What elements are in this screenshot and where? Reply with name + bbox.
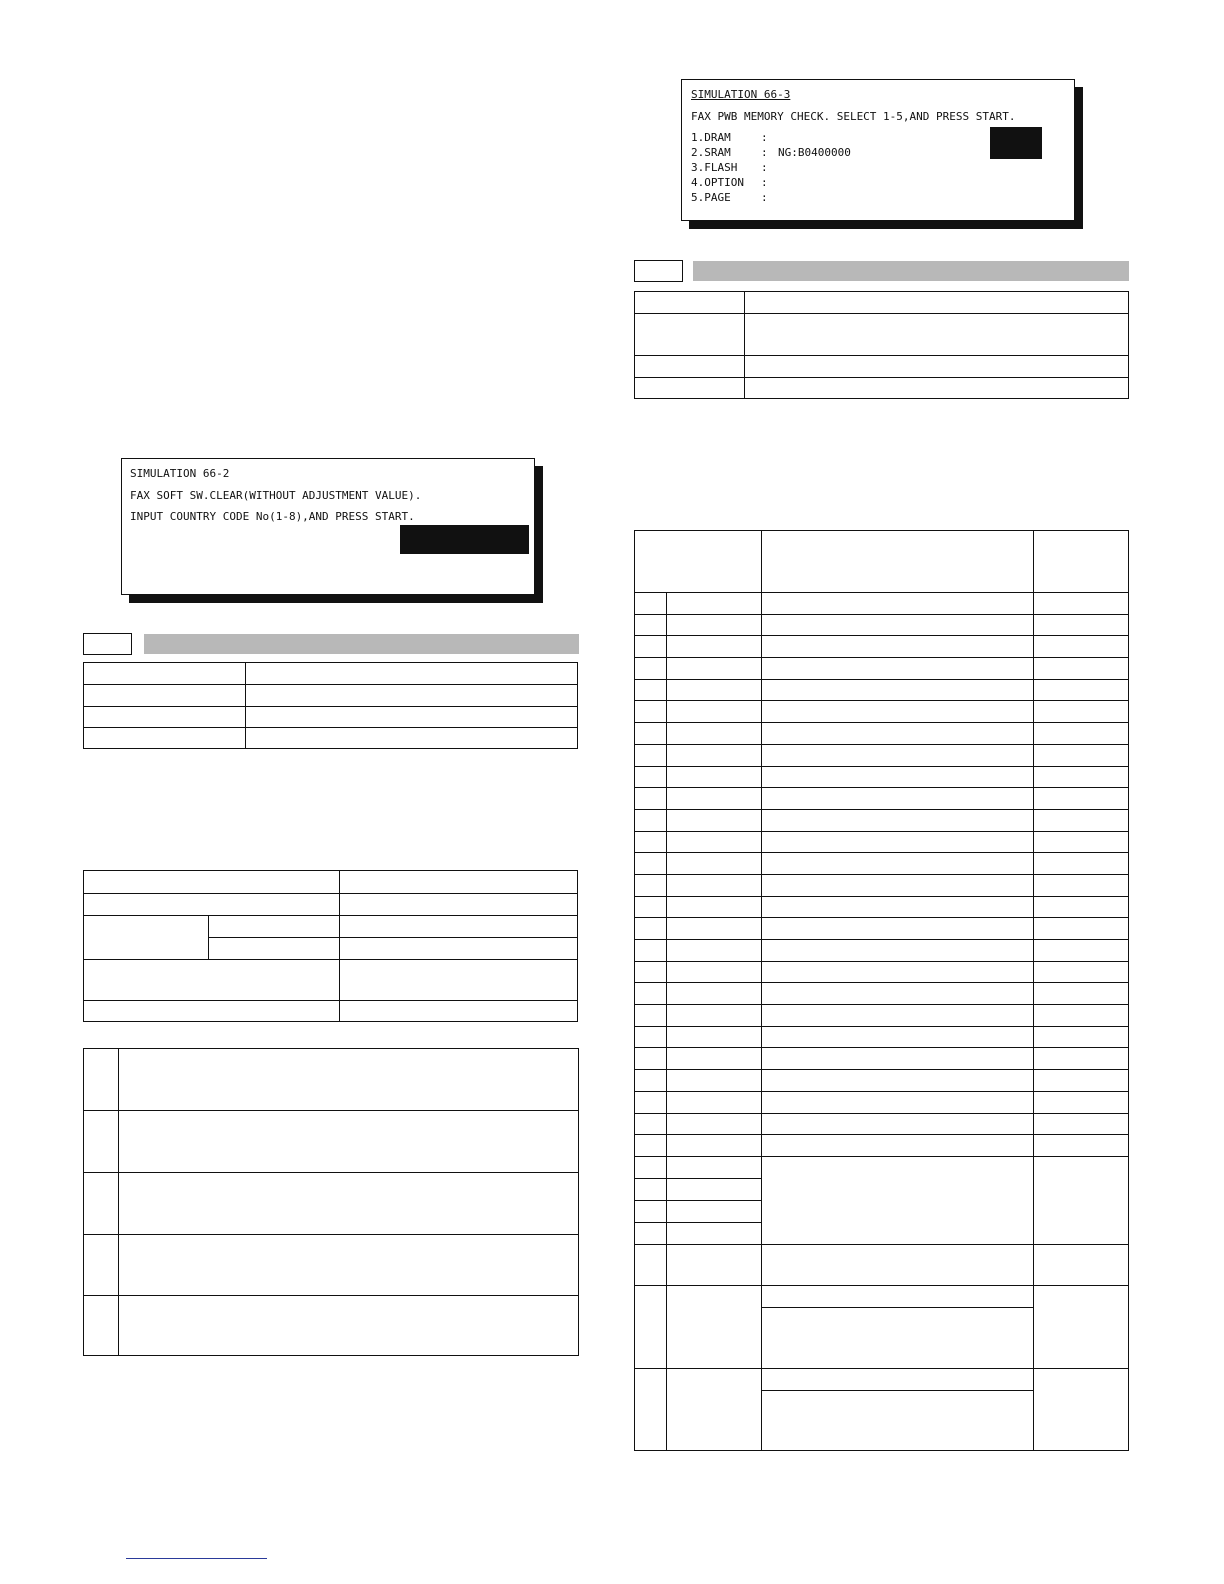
table-cell: [635, 1222, 667, 1244]
table-cell: [745, 378, 1129, 399]
table-cell: [635, 983, 667, 1005]
table-cell: [635, 1285, 667, 1368]
table-row: [635, 356, 1129, 378]
table-cell: [762, 679, 1034, 701]
table-cell: [1034, 658, 1129, 680]
table-cell: [667, 1178, 762, 1200]
table-cell: [84, 916, 209, 960]
memory-item-label: 5.PAGE: [691, 191, 731, 204]
table-cell: [635, 766, 667, 788]
table-cell: [635, 961, 667, 983]
table-cell: [667, 701, 762, 723]
table-cell: [667, 1026, 762, 1048]
table-cell: [667, 1005, 762, 1027]
table-row: [635, 723, 1129, 745]
table-cell: [84, 707, 246, 728]
table-cell: [340, 894, 578, 916]
table-cell: [119, 1235, 579, 1296]
memory-item-label: 3.FLASH: [691, 161, 738, 174]
table-cell: [667, 1113, 762, 1135]
table-cell: [635, 896, 667, 918]
table-cell: [119, 1173, 579, 1235]
table-row: [84, 871, 578, 894]
table-row: [84, 728, 578, 749]
table-cell: [667, 809, 762, 831]
table-cell: [762, 1026, 1034, 1048]
table-cell: [762, 831, 1034, 853]
table-cell: [762, 1005, 1034, 1027]
table-cell: [635, 1113, 667, 1135]
sim66-3-screen: [681, 79, 1075, 221]
table-cell: [119, 1111, 579, 1173]
left-section-tab-bar: [144, 634, 579, 654]
table-row: [635, 314, 1129, 356]
table-cell: [1034, 831, 1129, 853]
table-cell: [762, 701, 1034, 723]
table-cell: [1034, 1156, 1129, 1244]
table-row: [635, 766, 1129, 788]
table-cell: [745, 356, 1129, 378]
table-row: [635, 918, 1129, 940]
table-cell: [635, 701, 667, 723]
table-cell: [1034, 1026, 1129, 1048]
memory-item-sep: :: [761, 146, 768, 159]
table-row: [635, 809, 1129, 831]
table-cell: [246, 685, 578, 707]
table-cell: [340, 871, 578, 894]
table-cell: [762, 636, 1034, 658]
table-cell: [635, 593, 667, 615]
table-cell: [667, 940, 762, 962]
table-cell: [745, 292, 1129, 314]
table-cell: [84, 871, 340, 894]
table-cell: [84, 1001, 340, 1022]
table-row: [635, 636, 1129, 658]
table-cell: [762, 1113, 1034, 1135]
table-cell: [1034, 1113, 1129, 1135]
table-cell: [635, 1135, 667, 1157]
table-cell: [635, 614, 667, 636]
table-cell: [1034, 723, 1129, 745]
table-cell: [1034, 896, 1129, 918]
table-cell: [667, 853, 762, 875]
table-cell: [762, 723, 1034, 745]
table-cell: [667, 1048, 762, 1070]
table-cell: [1034, 636, 1129, 658]
table-cell: [340, 960, 578, 1001]
table-cell: [1034, 1005, 1129, 1027]
table-cell: [762, 1091, 1034, 1113]
table-cell: [635, 1368, 667, 1450]
table-row: [635, 1156, 1129, 1178]
table-cell: [667, 723, 762, 745]
table-row: [84, 1235, 579, 1296]
table-cell: [762, 1368, 1034, 1390]
table-row: [84, 1296, 579, 1356]
table-cell: [762, 1285, 1034, 1307]
table-cell: [667, 961, 762, 983]
table-cell: [762, 1156, 1034, 1244]
table-cell: [635, 679, 667, 701]
table-cell: [762, 1135, 1034, 1157]
table-cell: [635, 356, 745, 378]
table-cell: [635, 1244, 667, 1285]
table-cell: [762, 896, 1034, 918]
table-cell: [209, 916, 340, 938]
error-code-table: [634, 530, 1129, 1451]
table-row: [84, 1049, 579, 1111]
table-cell: [762, 788, 1034, 810]
table-cell: [762, 593, 1034, 615]
table-cell: [635, 1091, 667, 1113]
table-row: [635, 614, 1129, 636]
table-cell: [635, 1156, 667, 1178]
table-cell: [667, 1156, 762, 1178]
table-row: [635, 788, 1129, 810]
sim66-2-screen: [121, 458, 535, 595]
table-row: [635, 874, 1129, 896]
table-cell: [1034, 1048, 1129, 1070]
table-cell: [635, 1026, 667, 1048]
table-row: [84, 960, 578, 1001]
table-cell: [340, 1001, 578, 1022]
table-cell: [635, 314, 745, 356]
table-cell: [84, 728, 246, 749]
table-cell: [667, 658, 762, 680]
table-row: [635, 1244, 1129, 1285]
table-row: [635, 679, 1129, 701]
table-row: [84, 663, 578, 685]
table-row: [635, 1368, 1129, 1390]
table-cell: [635, 1200, 667, 1222]
table-cell: [84, 1173, 119, 1235]
table-cell: [635, 723, 667, 745]
table-cell: [84, 1235, 119, 1296]
sim66-3-prompt: FAX PWB MEMORY CHECK. SELECT 1-5,AND PRESS START.: [691, 110, 1016, 123]
table-cell: [1034, 1135, 1129, 1157]
table-row: [635, 961, 1129, 983]
memory-item-value: NG:B0400000: [778, 146, 851, 159]
sim66-2-line1: FAX SOFT SW.CLEAR(WITHOUT ADJUSTMENT VALUE).: [130, 489, 422, 502]
memory-item-sep: :: [761, 161, 768, 174]
table-cell: [762, 766, 1034, 788]
table-row: [84, 916, 578, 938]
table-cell: [667, 1285, 762, 1368]
table-row: [635, 1091, 1129, 1113]
table-cell: [635, 809, 667, 831]
table-row: [635, 1135, 1129, 1157]
table-cell: [762, 853, 1034, 875]
table-cell: [1034, 593, 1129, 615]
table-row: [635, 853, 1129, 875]
table-cell: [84, 960, 340, 1001]
table-cell: [667, 1244, 762, 1285]
table-cell: [635, 940, 667, 962]
table-row: [84, 707, 578, 728]
sim66-2-input-block: [400, 525, 529, 554]
table-row: [635, 1285, 1129, 1307]
table-cell: [667, 983, 762, 1005]
table-cell: [635, 1070, 667, 1092]
right-section-tab-bar: [693, 261, 1129, 281]
sim66-2-item-table: [83, 662, 578, 749]
table-cell: [1034, 1244, 1129, 1285]
table-cell: [667, 1368, 762, 1450]
table-row: [635, 896, 1129, 918]
table-row: [635, 593, 1129, 615]
table-cell: [762, 744, 1034, 766]
table-cell: [209, 938, 340, 960]
table-cell: [762, 809, 1034, 831]
table-cell: [635, 1048, 667, 1070]
table-cell: [1034, 1091, 1129, 1113]
table-cell: [667, 918, 762, 940]
table-cell: [1034, 744, 1129, 766]
table-cell: [667, 614, 762, 636]
table-cell: [762, 940, 1034, 962]
table-cell: [635, 744, 667, 766]
table-row: [635, 983, 1129, 1005]
table-cell: [1034, 1285, 1129, 1368]
table-row: [635, 1070, 1129, 1092]
table-cell: [84, 663, 246, 685]
table-cell: [635, 1005, 667, 1027]
memory-item-label: 1.DRAM: [691, 131, 731, 144]
table-cell: [1034, 766, 1129, 788]
table-cell: [745, 314, 1129, 356]
table-cell: [667, 788, 762, 810]
right-section-tab-label: [634, 260, 683, 282]
table-cell: [1034, 940, 1129, 962]
table-cell: [1034, 961, 1129, 983]
table-cell: [340, 916, 578, 938]
table-cell: [84, 685, 246, 707]
sim66-3-cursor-block: [990, 127, 1042, 159]
table-cell: [667, 1200, 762, 1222]
table-cell: [667, 593, 762, 615]
table-cell: [762, 658, 1034, 680]
table-cell: [667, 1091, 762, 1113]
country-code-table: [83, 870, 578, 1022]
table-cell: [1034, 1070, 1129, 1092]
table-cell: [635, 636, 667, 658]
memory-item-label: 2.SRAM: [691, 146, 731, 159]
table-cell: [667, 744, 762, 766]
left-section-tab-label: [83, 633, 132, 655]
table-cell: [667, 896, 762, 918]
table-cell: [1034, 614, 1129, 636]
table-cell: [635, 292, 745, 314]
table-header-cell: [635, 531, 762, 593]
table-cell: [84, 1049, 119, 1111]
table-row: [635, 378, 1129, 399]
table-row: [635, 831, 1129, 853]
memory-item-sep: :: [761, 191, 768, 204]
table-row: [84, 1001, 578, 1022]
table-header-cell: [1034, 531, 1129, 593]
table-cell: [667, 874, 762, 896]
table-cell: [635, 853, 667, 875]
table-cell: [246, 663, 578, 685]
procedure-steps-table: [83, 1048, 579, 1356]
sim66-3-item-table: [634, 291, 1129, 399]
table-cell: [762, 1070, 1034, 1092]
table-cell: [1034, 853, 1129, 875]
table-cell: [119, 1049, 579, 1111]
table-cell: [667, 766, 762, 788]
table-cell: [667, 831, 762, 853]
table-cell: [340, 938, 578, 960]
table-cell: [762, 1390, 1034, 1450]
table-cell: [635, 658, 667, 680]
table-cell: [667, 636, 762, 658]
table-cell: [762, 1307, 1034, 1368]
sim66-3-title: SIMULATION 66-3: [691, 88, 791, 101]
table-cell: [1034, 809, 1129, 831]
sim66-2-title: SIMULATION 66-2: [130, 467, 230, 480]
table-row: [635, 701, 1129, 723]
table-cell: [635, 874, 667, 896]
table-cell: [1034, 918, 1129, 940]
table-cell: [1034, 788, 1129, 810]
table-row: [635, 744, 1129, 766]
table-cell: [84, 1296, 119, 1356]
table-cell: [84, 894, 340, 916]
table-cell: [762, 874, 1034, 896]
table-cell: [1034, 983, 1129, 1005]
table-cell: [1034, 1368, 1129, 1450]
table-row: [635, 1026, 1129, 1048]
memory-item-label: 4.OPTION: [691, 176, 744, 189]
table-cell: [667, 679, 762, 701]
table-row: [84, 894, 578, 916]
table-cell: [762, 1048, 1034, 1070]
table-cell: [762, 983, 1034, 1005]
memory-item-sep: :: [761, 176, 768, 189]
table-cell: [635, 1178, 667, 1200]
table-cell: [1034, 679, 1129, 701]
sim66-2-line2: INPUT COUNTRY CODE No(1-8),AND PRESS START.: [130, 510, 415, 523]
table-row: [84, 685, 578, 707]
table-row: [635, 1113, 1129, 1135]
table-row: [635, 940, 1129, 962]
table-row: [84, 1173, 579, 1235]
table-cell: [635, 831, 667, 853]
table-cell: [762, 614, 1034, 636]
table-row: [635, 1005, 1129, 1027]
table-cell: [1034, 874, 1129, 896]
table-cell: [246, 728, 578, 749]
table-cell: [246, 707, 578, 728]
table-cell: [635, 918, 667, 940]
table-cell: [762, 918, 1034, 940]
table-cell: [667, 1135, 762, 1157]
memory-item-sep: :: [761, 131, 768, 144]
table-header-cell: [762, 531, 1034, 593]
table-cell: [84, 1111, 119, 1173]
table-row: [635, 1048, 1129, 1070]
table-header-row: [635, 531, 1129, 593]
table-row: [635, 292, 1129, 314]
table-cell: [635, 378, 745, 399]
table-row: [635, 658, 1129, 680]
table-cell: [762, 961, 1034, 983]
table-cell: [667, 1070, 762, 1092]
table-cell: [667, 1222, 762, 1244]
table-cell: [1034, 701, 1129, 723]
footer-link-underline[interactable]: [126, 1558, 267, 1559]
table-row: [84, 1111, 579, 1173]
table-cell: [635, 788, 667, 810]
table-cell: [119, 1296, 579, 1356]
table-cell: [762, 1244, 1034, 1285]
